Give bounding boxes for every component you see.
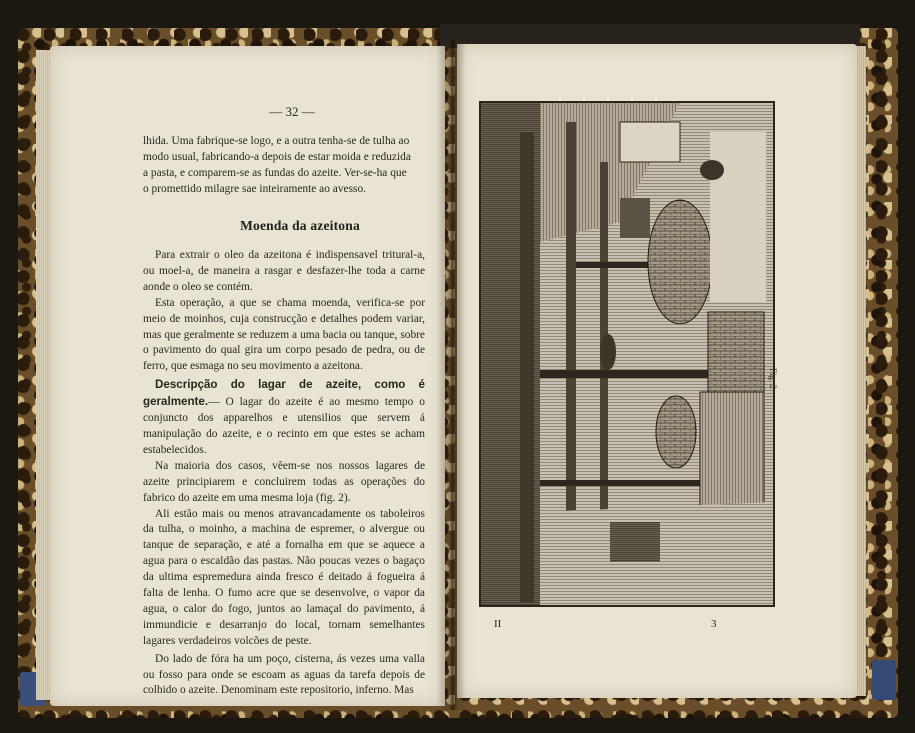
paragraph: Ali estão mais ou menos atravancadamente os taboleiros da tulha, o moinho, a machina de espremer, o alvergue ou tanque de separação, e até a fornalha em que se aquece a agua para o escaldão das pastas. Não poucas vezes o bagaço da ultima espremedura ainda fresco é deitado á fogueira á falta de lenha. O fumo acre que se desenvolve, o vapor da agua, o calor do fogo, juntos ao lamaçal do pavimento, á immundicie e desarranjo do local, tornam semelhantes lagares verdadeiros volcões de peste. [143, 507, 425, 647]
text-line: lhida. Uma fabrique-se logo, e a outra tenha-se de tulha ao [143, 135, 410, 147]
paragraph: Do lado de fóra ha um poço, cisterna, ás vezes uma valla ou fosso para onde se escoam as aguas da tarefa depois de colhido o azeite. Denominam este repositorio, inferno. Mas [143, 652, 425, 697]
text-line: modo usual, fabricando-a depois de estar moida e reduzida [143, 150, 411, 163]
olive-mill-engraving [479, 101, 775, 607]
paragraph-text: — O lagar do azeite é ao mesmo tempo o conjuncto dos apparelhos e utensilios que servem á manipulação do azeite, e o recinto em que estes se acham estabelecidos. [143, 396, 425, 456]
signature-mark: II [494, 618, 502, 630]
cover-corner-right [872, 660, 896, 700]
paragraph [143, 377, 425, 459]
section-title: Moenda da azeitona [240, 218, 360, 233]
figure-label: Fig. 2 [768, 368, 778, 390]
paragraph: Para extrair o oleo da azeitona é indispensavel tritural-a, ou moel-a, de maneira a rasgar e desfazer-lhe toda a carne aonde o oleo se contém. [143, 249, 425, 293]
signature-number: 3 [711, 618, 717, 630]
paragraph: Na maioria dos casos, vêem-se nos nossos lagares de azeite principiarem e concluirem todas as operações do fabrico do azeite em uma mesma loja (fig. 2). [143, 459, 425, 504]
paragraph: Esta operação, a que se chama moenda, verifica-se por meio de moinhos, cuja construcção e detalhes podem variar, mas que geralmente se reduzem a uma bacia ou tanque, sobre o pavimento do qual gira um corpo pesado de pedra, ou de ferro, que esmaga no seu movimento a azeitona. [143, 296, 425, 373]
text-line: a pasta, e comparem-se as fundas do azeite. Ver-se-ha que [143, 166, 407, 179]
continued-text [143, 134, 425, 198]
engraving-illustration [480, 102, 774, 606]
text-line: o promettido milagre sae inteiramente ao avesso. [143, 182, 366, 195]
run-heading: Descripção do lagar de azeite, como é geralmente. [143, 378, 425, 409]
body-text [143, 248, 425, 699]
book-gutter [436, 40, 466, 710]
page-number: — 32 — [269, 104, 315, 119]
